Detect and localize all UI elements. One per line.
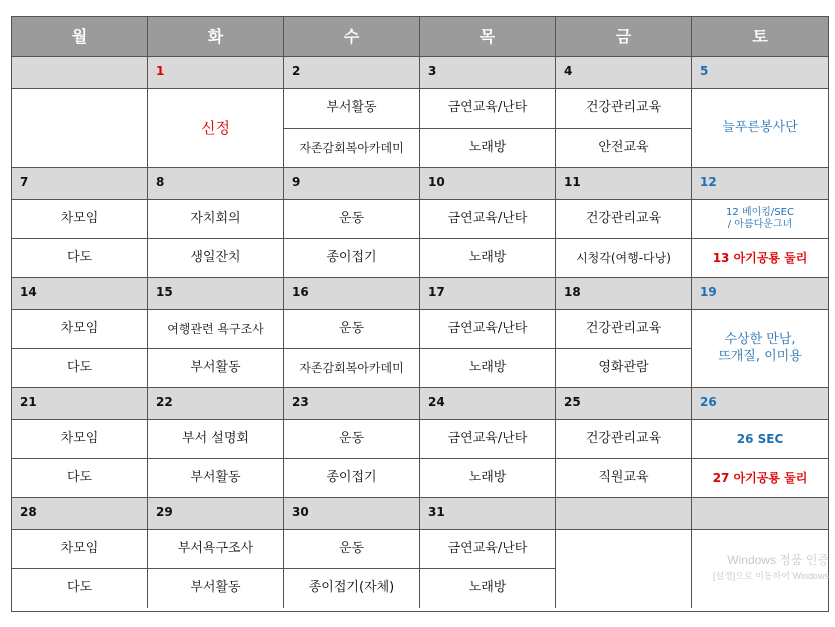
event-cell: 부서활동	[284, 89, 420, 129]
event-cell: 영화관람	[556, 349, 692, 388]
day-number: 21	[12, 388, 148, 420]
event-cell: 차모임	[12, 530, 148, 569]
event-cell: 다도	[12, 239, 148, 278]
event-cell: 수상한 만남, 뜨개질, 이미용	[692, 310, 828, 388]
event-cell: 종이접기	[284, 459, 420, 498]
event-cell	[556, 530, 692, 608]
event-cell: 운동	[284, 420, 420, 459]
event-cell: 건강관리교육	[556, 420, 692, 459]
day-number: 26	[692, 388, 828, 420]
event-cell: 차모임	[12, 310, 148, 349]
day-number: 5	[692, 57, 828, 89]
event-cell: 운동	[284, 530, 420, 569]
day-number: 18	[556, 278, 692, 310]
event-cell: 여행관련 욕구조사	[148, 310, 284, 349]
event-cell: 다도	[12, 349, 148, 388]
event-cell: 부서 설명회	[148, 420, 284, 459]
event-cell: 자존감회복아카데미	[284, 129, 420, 168]
event-cell: 노래방	[420, 349, 556, 388]
event-cell: 금연교육/난타	[420, 310, 556, 349]
event-cell: 노래방	[420, 569, 556, 608]
event-cell: 노래방	[420, 129, 556, 168]
event-cell: 다도	[12, 459, 148, 498]
day-number: 28	[12, 498, 148, 530]
day-number: 11	[556, 168, 692, 200]
day-number	[12, 57, 148, 89]
event-cell	[12, 89, 148, 168]
event-cell: 늘푸른봉사단	[692, 89, 828, 168]
day-number: 19	[692, 278, 828, 310]
calendar-grid	[11, 16, 829, 612]
day-number: 23	[284, 388, 420, 420]
event-cell: 12 베이킹/SEC / 아름다운그녀	[692, 200, 828, 239]
event-cell: 안전교육	[556, 129, 692, 168]
event-cell: 건강관리교육	[556, 89, 692, 129]
day-number: 8	[148, 168, 284, 200]
day-number: 2	[284, 57, 420, 89]
day-number: 1	[148, 57, 284, 89]
windows-activation-watermark: Windows 정품 인증	[727, 553, 829, 567]
event-cell: 금연교육/난타	[420, 200, 556, 239]
event-cell: 차모임	[12, 420, 148, 459]
day-number: 17	[420, 278, 556, 310]
day-number: 14	[12, 278, 148, 310]
day-number: 7	[12, 168, 148, 200]
day-number: 15	[148, 278, 284, 310]
event-cell: 금연교육/난타	[420, 530, 556, 569]
event-cell: 부서활동	[148, 569, 284, 608]
event-cell: 금연교육/난타	[420, 89, 556, 129]
day-number: 3	[420, 57, 556, 89]
weekday-wed: 수	[284, 17, 420, 57]
event-cell: 직원교육	[556, 459, 692, 498]
event-cell: 다도	[12, 569, 148, 608]
day-number	[556, 498, 692, 530]
event-cell: 26 SEC	[692, 420, 828, 459]
windows-activation-subtext: [설정]으로 이동하여 Windows	[712, 571, 829, 581]
day-number: 30	[284, 498, 420, 530]
day-number: 29	[148, 498, 284, 530]
event-cell: 생일잔치	[148, 239, 284, 278]
weekday-fri: 금	[556, 17, 692, 57]
event-cell: 27 아기공룡 둘리	[692, 459, 828, 498]
event-cell: 신정	[148, 89, 284, 168]
event-cell: 자존감회복아카데미	[284, 349, 420, 388]
event-cell: 운동	[284, 310, 420, 349]
event-cell: 종이접기	[284, 239, 420, 278]
event-cell: 부서활동	[148, 349, 284, 388]
event-cell: 건강관리교육	[556, 310, 692, 349]
event-cell: 부서활동	[148, 459, 284, 498]
day-number: 24	[420, 388, 556, 420]
day-number: 9	[284, 168, 420, 200]
event-cell: 건강관리교육	[556, 200, 692, 239]
day-number	[692, 498, 828, 530]
event-cell: 차모임	[12, 200, 148, 239]
event-cell: 시청각(여행-다낭)	[556, 239, 692, 278]
weekday-mon: 월	[12, 17, 148, 57]
event-cell: 자치회의	[148, 200, 284, 239]
day-number: 22	[148, 388, 284, 420]
weekday-thu: 목	[420, 17, 556, 57]
day-number: 16	[284, 278, 420, 310]
event-cell: 13 아기공룡 둘리	[692, 239, 828, 278]
event-cell: 운동	[284, 200, 420, 239]
event-cell: 노래방	[420, 459, 556, 498]
weekday-sat: 토	[692, 17, 828, 57]
day-number: 31	[420, 498, 556, 530]
day-number: 10	[420, 168, 556, 200]
day-number: 4	[556, 57, 692, 89]
event-cell: 부서욕구조사	[148, 530, 284, 569]
event-cell: 종이접기(자체)	[284, 569, 420, 608]
day-number: 12	[692, 168, 828, 200]
day-number: 25	[556, 388, 692, 420]
weekday-tue: 화	[148, 17, 284, 57]
event-cell: 금연교육/난타	[420, 420, 556, 459]
event-cell: 노래방	[420, 239, 556, 278]
